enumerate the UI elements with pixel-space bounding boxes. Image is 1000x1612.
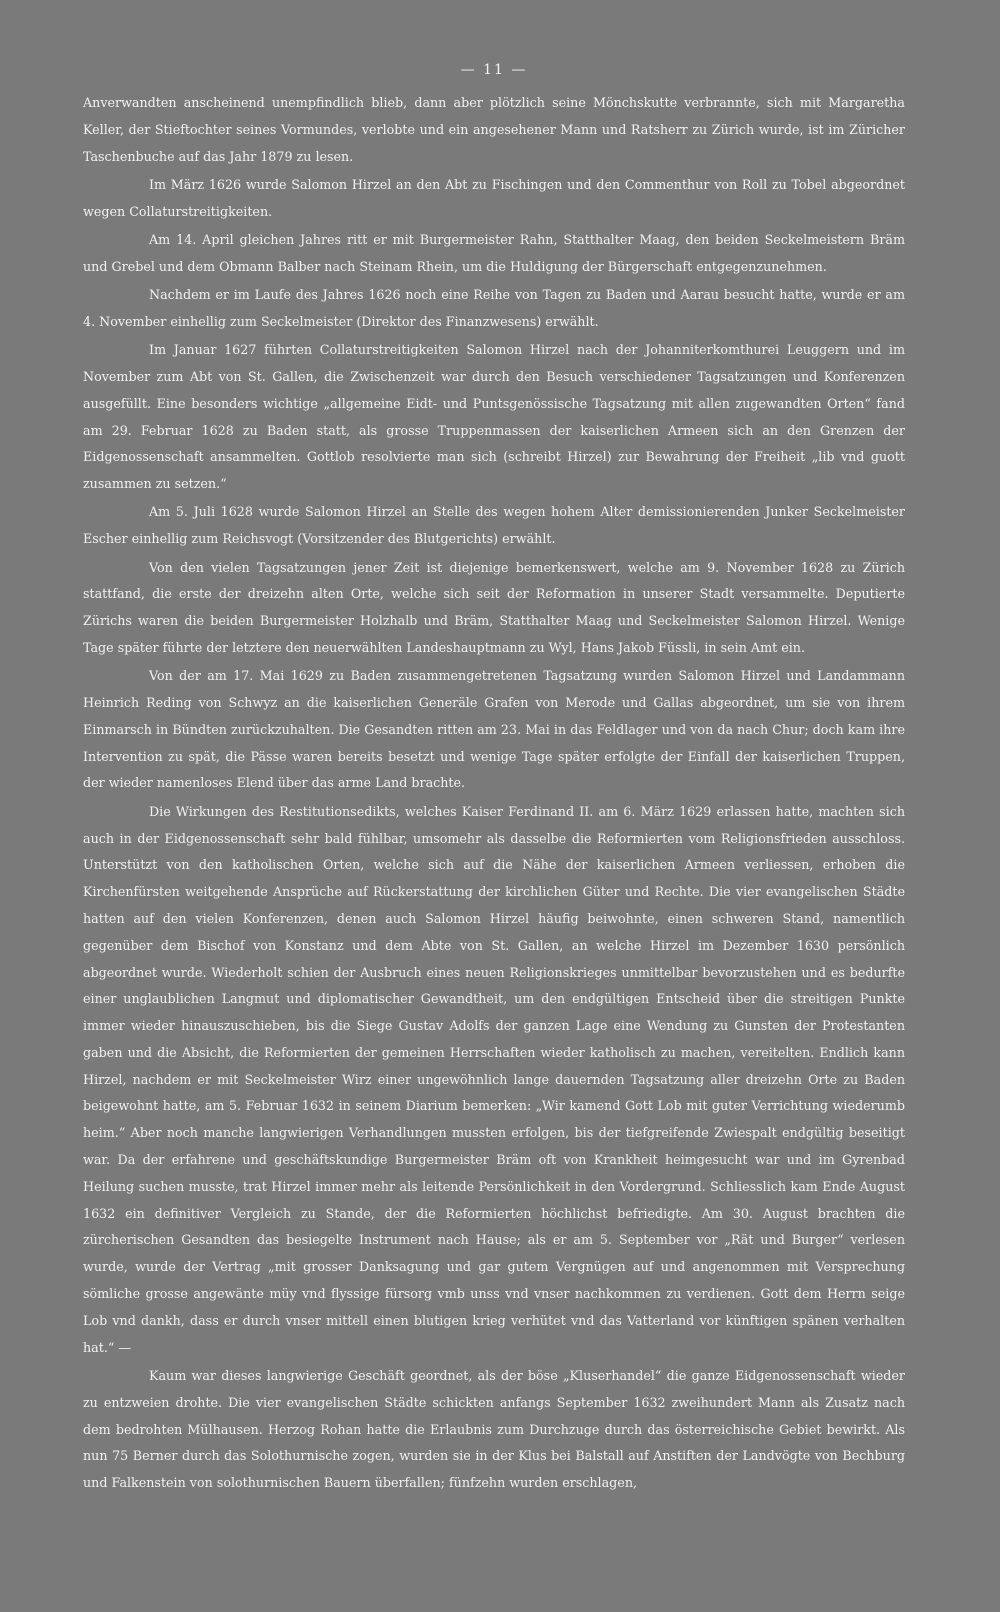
paragraph: Nachdem er im Laufe des Jahres 1626 noch eine Reihe von Tagen zu Baden und Aarau besucht hatte, wurde er am 4. November einhellig zum Seckelmeister (Direktor des Finanzwesens) erwählt.: [83, 287, 905, 329]
page-number: — 11 —: [460, 62, 528, 78]
paragraph: Im Januar 1627 führten Collaturstreitigkeiten Salomon Hirzel nach der Johanniterkomthurei Leuggern und im November zum Abt von St. Gallen, die Zwischenzeit war durch den Besuch verschiedener Tagsatzungen und Konferenzen ausgefüllt. Eine besonders wichtige „allgemeine Eidt- und Puntsgenössische Tagsatzung mit allen zugewandten Orten“ fand am 29. Februar 1628 zu Baden statt, als grosse Truppenmassen der kaiserlichen Armeen sich an den Grenzen der Eidgenossenschaft ansammelten. Gottlob resolvierte man sich (schreibt Hirzel) zur Bewahrung der Freiheit „lib vnd guott zusammen zu setzen.“: [83, 342, 905, 492]
paragraph: Am 14. April gleichen Jahres ritt er mit Burgermeister Rahn, Statthalter Maag, den beiden Seckelmeistern Bräm und Grebel und dem Obmann Balber nach Steinam Rhein, um die Huldigung der Bürgerschaft entgegenzunehmen.: [83, 231, 905, 274]
paragraph: Die Wirkungen des Restitutionsedikts, welches Kaiser Ferdinand II. am 6. März 1629 erlassen hatte, machten sich auch in der Eidgenossenschaft sehr bald fühlbar, umsomehr als dasselbe die Reformierten vom Religionsfrieden ausschloss. Unterstützt von den katholischen Orten, welche sich auf die Nähe der kaiserlichen Armeen verliessen, erhoben die Kirchenfürsten weitgehende Ansprüche auf Rückerstattung der kirchlichen Güter und Rechte. Die vier evangelischen Städte hatten auf den vielen Konferenzen, denen auch Salomon Hirzel häufig beiwohnte, einen schweren Stand, namentlich gegenüber dem Bischof von Konstanz und dem Abte von St. Gallen, an welche Hirzel im Dezember 1630 persönlich abgeordnet wurde. Wiederholt schien der Ausbruch eines neuen Religionskrieges unmittelbar bevorzustehen und es bedurfte einer unglaublichen Langmut und diplomatischer Gewandtheit, um den endgültigen Entscheid über die streitigen Punkte immer wieder hinauszuschieben, bis die Siege Gustav Adolfs der ganzen Lage eine Wendung zu Gunsten der Protestanten gaben und die Absicht, die Reformierten der gemeinen Herrschaften wieder katholisch zu machen, vereitelten. Endlich kann Hirzel, nachdem er mit Seckelmeister Wirz einer ungewöhnlich lange dauernden Tagsatzung aller dreizehn Orte zu Baden beigewohnt hatte, am 5. Februar 1632 in seinem Diarium bemerken: „Wir kamend Gott Lob mit guter Verrichtung wiederumb heim.“ Aber noch manche langwierigen Verhandlungen mussten erfolgen, bis der tiefgreifende Zwiespalt endgültig beseitigt war. Da der erfahrene und geschäftskundige Burgermeister Bräm oft von Krankheit heimgesucht war und im Gyrenbad Heilung suchen musste, trat Hirzel immer mehr als leitende Persönlichkeit in den Vordergrund. Schliesslich kam Ende August 1632 ein definitiver Vergleich zu Stande, der die Reformierten höchlichst befriedigte. Am 30. August brachten die zürcherischen Gesandten das besiegelte Instrument nach Hause; als er am 5. September vor „Rät und Burger“ verlesen wurde, wurde der Vertrag „mit grosser Danksagung und gar gutem Vergnügen auf und angenommen mit Versprechung sömliche grosse angewänte müy vnd flyssige fürsorg vmb unss vnd vnser nachkommen zu verdienen. Gott dem Herrn seige Lob vnd dankh, dass er durch vnser mittell einen blutigen krieg verhütet vnd das Vatterland vor künftigen spänen verhalten hat.“ —: [83, 803, 905, 1355]
paragraph: Von der am 17. Mai 1629 zu Baden zusammengetretenen Tagsatzung wurden Salomon Hirzel und Landammann Heinrich Reding von Schwyz an die kaiserlichen Generäle Grafen von Merode und Gallas abgeordnet, um sie von ihrem Einmarsch in Bündten zurückzuhalten. Die Gesandten ritten am 23. Mai in das Feldlager und von da nach Chur; doch kam ihre Intervention zu spät, die Pässe waren bereits besetzt und wenige Tage später erfolgte der Einfall der kaiserlichen Truppen, der wieder namenloses Elend über das arme Land brachte.: [83, 668, 905, 791]
body-text: [83, 90, 905, 1497]
paragraph: Von den vielen Tagsatzungen jener Zeit ist diejenige bemerkenswert, welche am 9. November 1628 zu Zürich stattfand, die erste der dreizehn alten Orte, welche sich seit der Reformation in unserer Stadt versammelte. Deputierte Zürichs waren die beiden Burgermeister Holzhalb und Bräm, Statthalter Maag und Seckelmeister Salomon Hirzel. Wenige Tage später führte der letztere den neuerwählten Landeshauptmann zu Wyl, Hans Jakob Füssli, in sein Amt ein.: [83, 559, 905, 655]
paragraph: Am 5. Juli 1628 wurde Salomon Hirzel an Stelle des wegen hohem Alter demissionierenden Junker Seckelmeister Escher einhellig zum Reichsvogt (Vorsitzender des Blutgerichts) erwählt.: [83, 504, 905, 547]
paragraph: Kaum war dieses langwierige Geschäft geordnet, als der böse „Kluserhandel“ die ganze Eidgenossenschaft wieder zu entzweien drohte. Die vier evangelischen Städte schickten anfangs September 1632 zweihundert Mann als Zusatz nach dem bedrohten Mülhausen. Herzog Rohan hatte die Erlaubnis zum Durchzuge durch das österreichische Gebiet bewirkt. Als nun 75 Berner durch das Solothurnische zogen, wurden sie in der Klus bei Balstall auf Anstiften der Landvögte von Bechburg und Falkenstein von solothurnischen Bauern überfallen; fünfzehn wurden erschlagen,: [83, 1367, 905, 1491]
document-page: [83, 50, 905, 1590]
paragraph: Im März 1626 wurde Salomon Hirzel an den Abt zu Fischingen und den Commenthur von Roll zu Tobel abgeordnet wegen Collaturstreitigkeiten.: [83, 176, 905, 219]
paragraph: Anverwandten anscheinend unempfindlich blieb, dann aber plötzlich seine Mönchskutte verbrannte, sich mit Margaretha Keller, der Stieftochter seines Vormundes, verlobte und ein angesehener Mann und Ratsherr zu Zürich wurde, ist im Züricher Taschenbuche auf das Jahr 1879 zu lesen.: [83, 95, 905, 164]
